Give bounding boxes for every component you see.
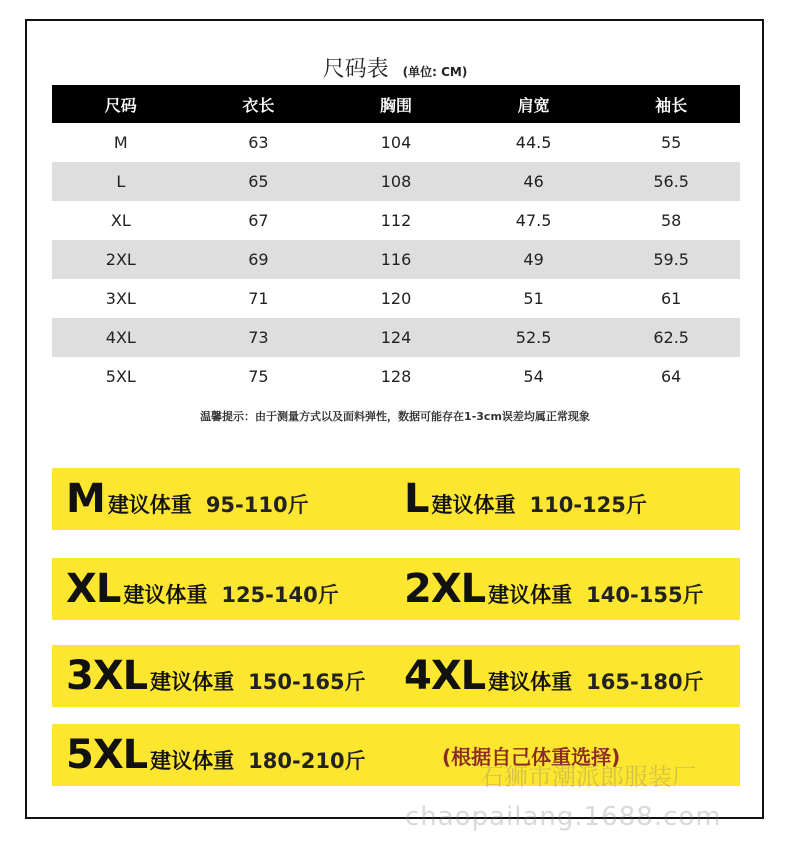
size-label: L [404, 476, 429, 522]
cell: 64 [660, 367, 682, 386]
cell: 63 [248, 133, 269, 152]
cell: 65 [248, 172, 269, 191]
cell: 58 [660, 211, 682, 230]
cell: 49 [523, 250, 544, 269]
weight-label: 建议体重 [107, 493, 192, 517]
weight-label: 建议体重 [123, 583, 208, 607]
cell: L [116, 172, 126, 191]
cell: 2XL [105, 250, 136, 269]
weight-label: 建议体重 [488, 670, 573, 694]
weight-range: 125-140斤 [221, 583, 339, 607]
cell: 67 [248, 211, 269, 230]
unit-label: (单位: CM) [402, 65, 468, 79]
header-size: 尺码 [104, 95, 137, 115]
cell: 51 [523, 289, 544, 308]
cell: 4XL [105, 328, 136, 347]
watermark-company: 石狮市潮派郎服装厂 [480, 763, 696, 791]
size-label: 3XL [66, 653, 148, 699]
cell: 116 [380, 250, 412, 269]
weight-band-2 [52, 558, 740, 620]
weight-range: 150-165斤 [248, 670, 366, 694]
cell: 56.5 [653, 172, 689, 191]
table-row [52, 162, 740, 201]
cell: 55 [660, 133, 682, 152]
cell: 46 [523, 172, 544, 191]
cell: 112 [380, 211, 412, 230]
weight-range: 140-155斤 [586, 583, 704, 607]
table-row [52, 357, 740, 396]
cell: 71 [248, 289, 269, 308]
cell: 59.5 [653, 250, 689, 269]
title-row [0, 52, 790, 80]
cell: 62.5 [653, 328, 689, 347]
header-chest: 胸围 [379, 95, 412, 115]
table-row [52, 318, 740, 357]
cell: 3XL [105, 289, 136, 308]
size-label: M [66, 476, 105, 522]
size-label: 5XL [66, 732, 148, 778]
weight-item-2xl [404, 566, 704, 612]
cell: 128 [380, 367, 412, 386]
weight-item-4xl [404, 653, 704, 699]
weight-label: 建议体重 [431, 493, 516, 517]
weight-label: 建议体重 [150, 749, 235, 773]
cell: 5XL [105, 367, 136, 386]
table-row [52, 240, 740, 279]
measurement-note: 温馨提示：由于测量方式以及面料弹性，数据可能存在1-3cm误差均属正常现象 [200, 410, 590, 423]
weight-range: 110-125斤 [529, 493, 647, 517]
weight-band-3 [52, 645, 740, 707]
cell: 120 [380, 289, 412, 308]
watermark-url: chaopailang.1688.com [405, 802, 722, 832]
weight-tip: (根据自己体重选择) [442, 744, 621, 769]
weight-item-xl [66, 566, 339, 612]
page-title: 尺码表 [322, 57, 389, 82]
cell: 73 [248, 328, 269, 347]
cell: 52.5 [515, 328, 552, 347]
size-table [52, 85, 740, 396]
weight-item-3xl [66, 653, 366, 699]
weight-range: 180-210斤 [248, 749, 366, 773]
cell: 75 [248, 367, 269, 386]
cell: 124 [380, 328, 412, 347]
size-label: 4XL [404, 653, 486, 699]
table-row [52, 201, 740, 240]
cell: 54 [523, 367, 544, 386]
header-sleeve: 袖长 [655, 95, 688, 115]
size-label: XL [66, 566, 121, 612]
cell: 47.5 [515, 211, 552, 230]
cell: 104 [380, 133, 412, 152]
table-header [52, 85, 740, 123]
header-shoulder: 肩宽 [517, 95, 550, 115]
table-row [52, 123, 740, 162]
weight-item-l [404, 476, 647, 522]
cell: XL [110, 211, 131, 230]
size-label: 2XL [404, 566, 486, 612]
cell: 44.5 [515, 133, 552, 152]
cell: 69 [248, 250, 269, 269]
weight-item-m [66, 476, 309, 522]
cell: M [113, 133, 128, 152]
weight-range: 95-110斤 [205, 493, 309, 517]
weight-label: 建议体重 [150, 670, 235, 694]
weight-label: 建议体重 [488, 583, 573, 607]
header-length: 衣长 [242, 95, 275, 115]
weight-item-5xl [66, 732, 366, 778]
weight-range: 165-180斤 [586, 670, 704, 694]
cell: 61 [660, 289, 682, 308]
weight-band-1 [52, 468, 740, 530]
table-row [52, 279, 740, 318]
cell: 108 [380, 172, 412, 191]
